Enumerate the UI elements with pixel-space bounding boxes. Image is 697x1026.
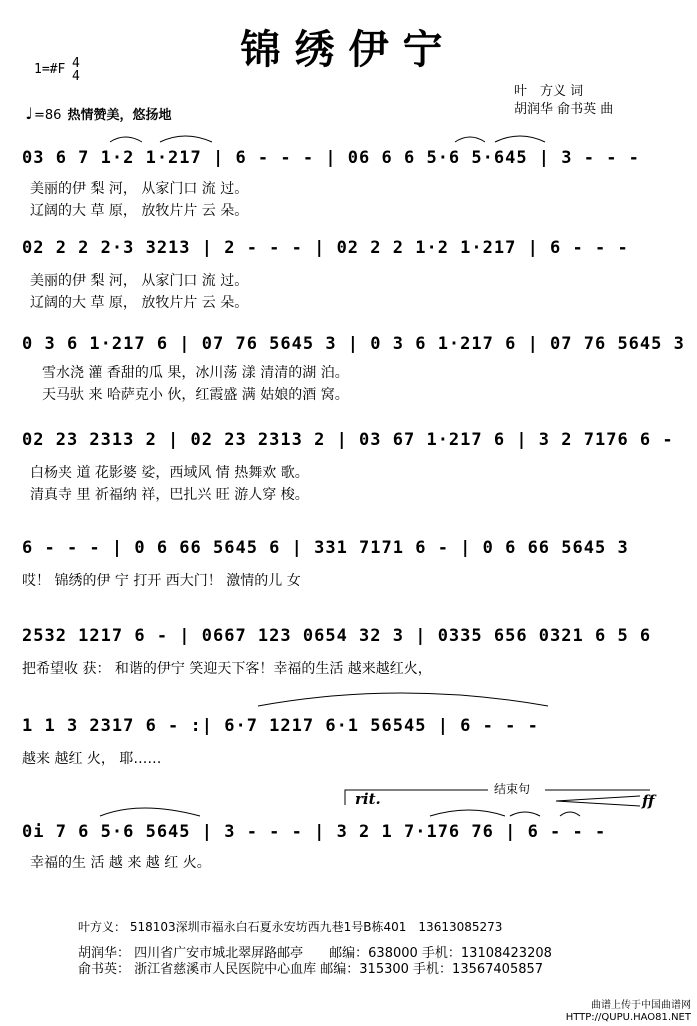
ending-bracket [345, 790, 650, 805]
slur-5 [100, 808, 200, 816]
score-row-2-notes: 02 2 2 2·3 3213 | 2 - - - | 02 2 2 1·2 1·217 | 6 - - - [22, 238, 629, 258]
phrase-slur [258, 693, 548, 706]
watermark-line-2: HTTP://QUPU.HAO81.NET [565, 1012, 691, 1023]
page-title: 锦绣伊宁 [240, 26, 457, 73]
time-top: 4 [72, 56, 80, 71]
score-row-5-lyric: 哎！ 锦绣的伊 宁 打开 西大门！ 激情的儿 女 [22, 573, 301, 589]
score-row-1-lyric-1: 美丽的伊 梨 河， 从家门口 流 过。 [30, 181, 249, 197]
contact-text: 四川省广安市城北翠屏路邮亭 邮编：638000 手机：13108423208 [134, 946, 552, 961]
score-row-1-lyric-2: 辽阔的大 草 原， 放牧片片 云 朵。 [30, 203, 249, 219]
ending-label: 结束句 [494, 782, 531, 796]
slur-4 [495, 136, 545, 142]
contact-text: 518103深圳市福永白石夏永安坊西九巷1号B栋401 13613085273 [129, 920, 503, 934]
crescendo-hairpin [556, 796, 640, 806]
contact-name: 俞书英： [78, 962, 131, 977]
score-row-3-lyric-2: 天马驮 来 哈萨克小 伙，红霞盛 满 姑娘的酒 窝。 [42, 387, 349, 403]
score-row-4-lyric-1: 白杨夹 道 花影婆 娑，西域风 情 热舞欢 歌。 [30, 465, 309, 481]
composer-credit: 胡润华 俞书英 曲 [514, 102, 614, 117]
slur-2 [160, 136, 212, 142]
watermark-line-1: 曲谱上传于中国曲谱网 [591, 1000, 691, 1011]
score-row-7-lyric: 越来 越红 火， 耶…… [22, 751, 162, 767]
score-row-7-notes: 1 1 3 2317 6 - :| 6·7 1217 6·1 56545 | 6 - - - [22, 716, 539, 736]
score-row-5-notes: 6 - - - | 0 6 66 5645 6 | 331 7171 6 - | 0 6 66 5645 3 [22, 538, 629, 558]
site-watermark [566, 1000, 691, 1024]
expression-mark: 热情赞美，悠扬地 [67, 108, 172, 123]
slur-8 [560, 812, 580, 816]
contact-lyricist [78, 918, 502, 935]
score-row-6-notes: 2532 1217 6 - | 0667 123 0654 32 3 | 0335 656 0321 6 5 6 [22, 626, 652, 646]
slur-1 [110, 137, 142, 142]
quarter-note-icon: ♩ [25, 104, 33, 123]
score-row-4-notes: 02 23 2313 2 | 02 23 2313 2 | 03 67 1·217 6 | 3 2 7176 6 - [22, 430, 674, 450]
fortissimo-mark: ff [642, 792, 655, 810]
contact-text: 浙江省慈溪市人民医院中心血库 邮编：315300 手机：13567405857 [134, 962, 544, 977]
score-row-4-lyric-2: 清真寺 里 祈福纳 祥，巴扎兴 旺 游人穿 梭。 [30, 487, 309, 503]
tempo-value: =86 [34, 108, 62, 123]
score-row-6-lyric: 把希望收 获： 和谐的伊宁 笑迎天下客！幸福的生活 越来越红火， [22, 661, 432, 677]
score-row-3-lyric-1: 雪水浇 灌 香甜的瓜 果，冰川荡 漾 清清的湖 泊。 [42, 365, 349, 381]
score-row-2-lyric-1: 美丽的伊 梨 河， 从家门口 流 过。 [30, 273, 249, 289]
slur-7 [510, 812, 540, 816]
contact-composer-2 [78, 958, 543, 977]
score-row-3-notes: 0 3 6 1·217 6 | 07 76 5645 3 | 0 3 6 1·217 6 | 07 76 5645 3 [22, 334, 685, 354]
contact-name: 叶方义： [78, 920, 127, 934]
score-row-2-lyric-2: 辽阔的大 草 原， 放牧片片 云 朵。 [30, 295, 249, 311]
slur-3 [455, 137, 485, 142]
score-row-8-lyric: 幸福的生 活 越 来 越 红 火。 [30, 855, 211, 871]
lyricist-credit: 叶 方义 词 [514, 84, 584, 99]
key-signature: 1=#F [34, 62, 66, 77]
contact-name: 胡润华： [78, 946, 131, 961]
score-row-1-notes: 03 6 7 1·2 1·217 | 6 - - - | 06 6 6 5·6 5·645 | 3 - - - [22, 148, 640, 168]
slur-6 [430, 810, 505, 816]
ritardando-mark: rit. [355, 790, 381, 808]
score-row-8-notes: 0i 7 6 5·6 5645 | 3 - - - | 3 2 1 7·176 76 | 6 - - - [22, 822, 607, 842]
time-bottom: 4 [72, 69, 80, 84]
